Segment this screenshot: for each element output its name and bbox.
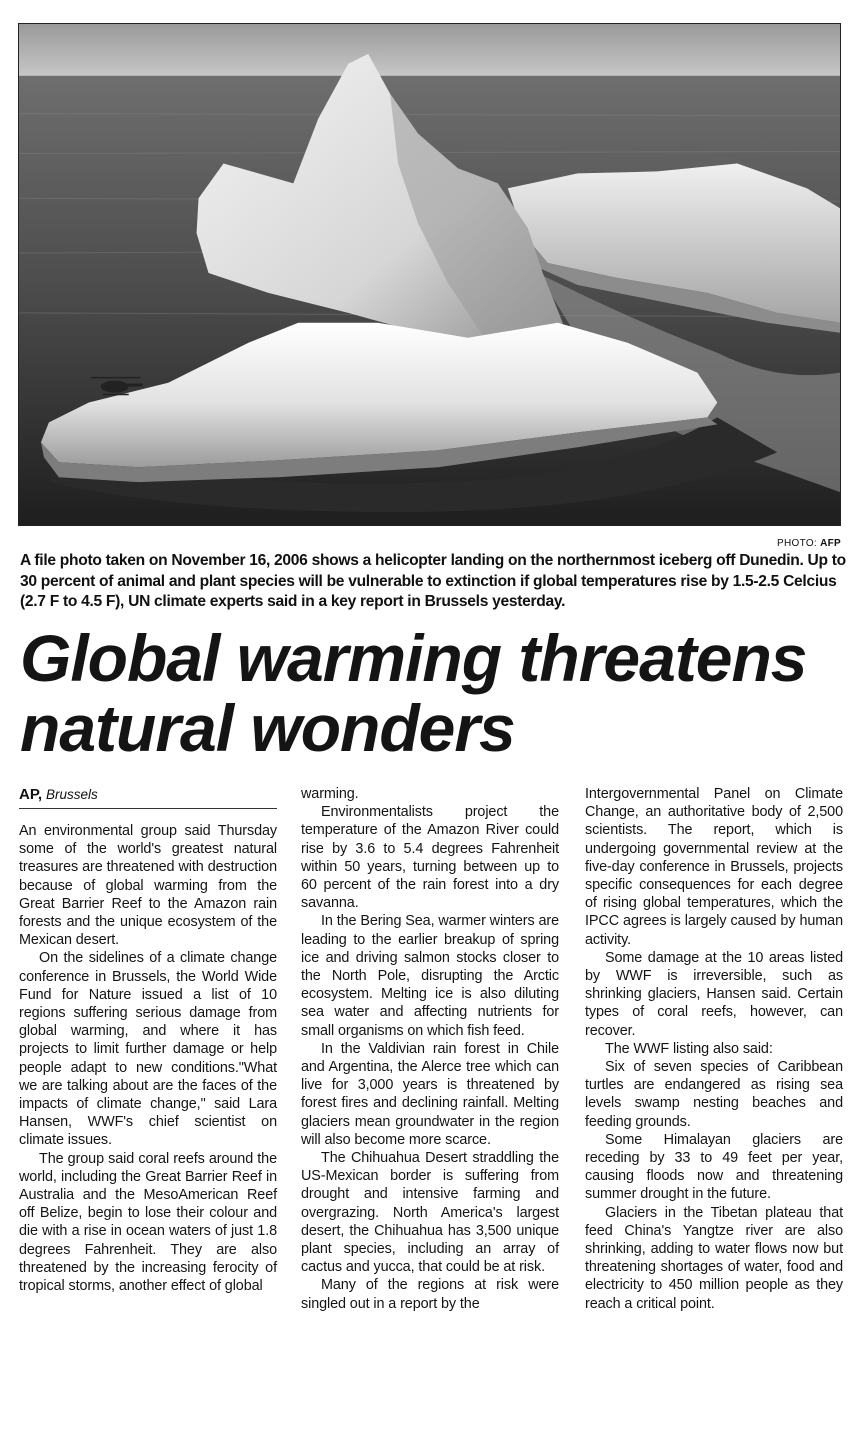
paragraph: warming. [301, 786, 359, 802]
article-column-1 [19, 822, 277, 1295]
paragraph: Some damage at the 10 areas listed by WWF is irreversible, such as shrinking glaciers, Hansen said. Certain types of coral reefs, however, can recover. [585, 949, 843, 1039]
iceberg-helicopter-image [19, 24, 840, 525]
paragraph: Some Himalayan glaciers are receding by 33 to 49 feet per year, causing floods now and threatening summer drought in the future. [585, 1131, 843, 1203]
photo-credit [777, 538, 841, 549]
paragraph: Many of the regions at risk were singled out in a report by the [301, 1277, 559, 1312]
byline-location: Brussels [45, 787, 98, 802]
paragraph: Intergovernmental Panel on Climate Change, an authoritative body of 2,500 scientists. The report, which is undergoing governmental review at the five-day conference in Brussels, projects specific consequences for each degree of rising global temperatures, which the IPCC agrees is largely caused by human activity. [585, 786, 843, 948]
paragraph: In the Bering Sea, warmer winters are leading to the earlier breakup of spring ice and driving salmon stocks closer to the North Pole, disrupting the Arctic ecosystem. Melting ice is also diluting sea water and affecting nutrients for small organisms on which fish feed. [301, 913, 559, 1039]
paragraph: The group said coral reefs around the world, including the Great Barrier Reef in Australia and the MesoAmerican Reef off Belize, begin to lose their colour and die with a rise in ocean waters of just 1.8 degrees Fahrenheit. They are also threatened by the increasing ferocity of tropical storms, another effect of global [19, 1150, 277, 1295]
paragraph: In the Valdivian rain forest in Chile and Argentina, the Alerce tree which can live for 3,000 years is threatened by forest fires and declining rainfall. Melting glaciers mean groundwater in the region will also become more scarce. [301, 1040, 559, 1148]
article-column-2 [301, 785, 559, 1313]
iceberg-photo [18, 23, 841, 526]
headline-line-1: Global warming threatens [20, 621, 807, 695]
article-column-3 [585, 785, 843, 1313]
photo-credit-source: AFP [820, 538, 841, 549]
paragraph: On the sidelines of a climate change conference in Brussels, the World Wide Fund for Nature issued a list of 10 regions suffering serious damage from global warming, and where it has projects to limit further damage or help people adapt to new conditions."What we are talking about are the faces of the impacts of climate change," said Lara Hansen, WWF's chief scientist on climate issues. [19, 950, 277, 1149]
headline-line-2: natural wonders [20, 691, 515, 765]
photo-caption: A file photo taken on November 16, 2006 shows a helicopter landing on the northernmost iceberg off Dunedin. Up to 30 percent of animal and plant species will be vulnerable to extinction if global temperatures rise by 1.5-2.5 Celcius (2.7 F to 4.5 F), UN climate experts said in a key report in Brussels yesterday. [20, 552, 846, 610]
paragraph: The Chihuahua Desert straddling the US-Mexican border is suffering from drought and intensive farming and overgrazing. North America's largest desert, the Chihuahua has 3,500 unique plant species, including an array of cactus and yucca, that could be at risk. [301, 1150, 559, 1276]
paragraph: Six of seven species of Caribbean turtles are endangered as rising sea levels swamp nesting beaches and feeding grounds. [585, 1059, 843, 1130]
headline [20, 623, 855, 763]
paragraph: The WWF listing also said: [605, 1040, 773, 1057]
photo-credit-label: PHOTO: [777, 538, 817, 549]
paragraph: An environmental group said Thursday some of the world's greatest natural treasures are threatened with destruction because of global warming from the Great Barrier Reef to the Amazon rain forests and the unique ecosystem of the Mexican desert. [19, 823, 277, 949]
paragraph: Glaciers in the Tibetan plateau that feed China's Yangtze river are also shrinking, adding to water flows now but threatening shortages of water, food and electricity to 450 million people as they reach a critical point. [585, 1204, 843, 1312]
paragraph: Environmentalists project the temperature of the Amazon River could rise by 3.6 to 5.4 degrees Fahrenheit within 50 years, turning between up to 60 percent of the rain forest into a dry savanna. [301, 804, 559, 912]
byline [19, 786, 277, 809]
byline-source: AP, [19, 786, 43, 803]
